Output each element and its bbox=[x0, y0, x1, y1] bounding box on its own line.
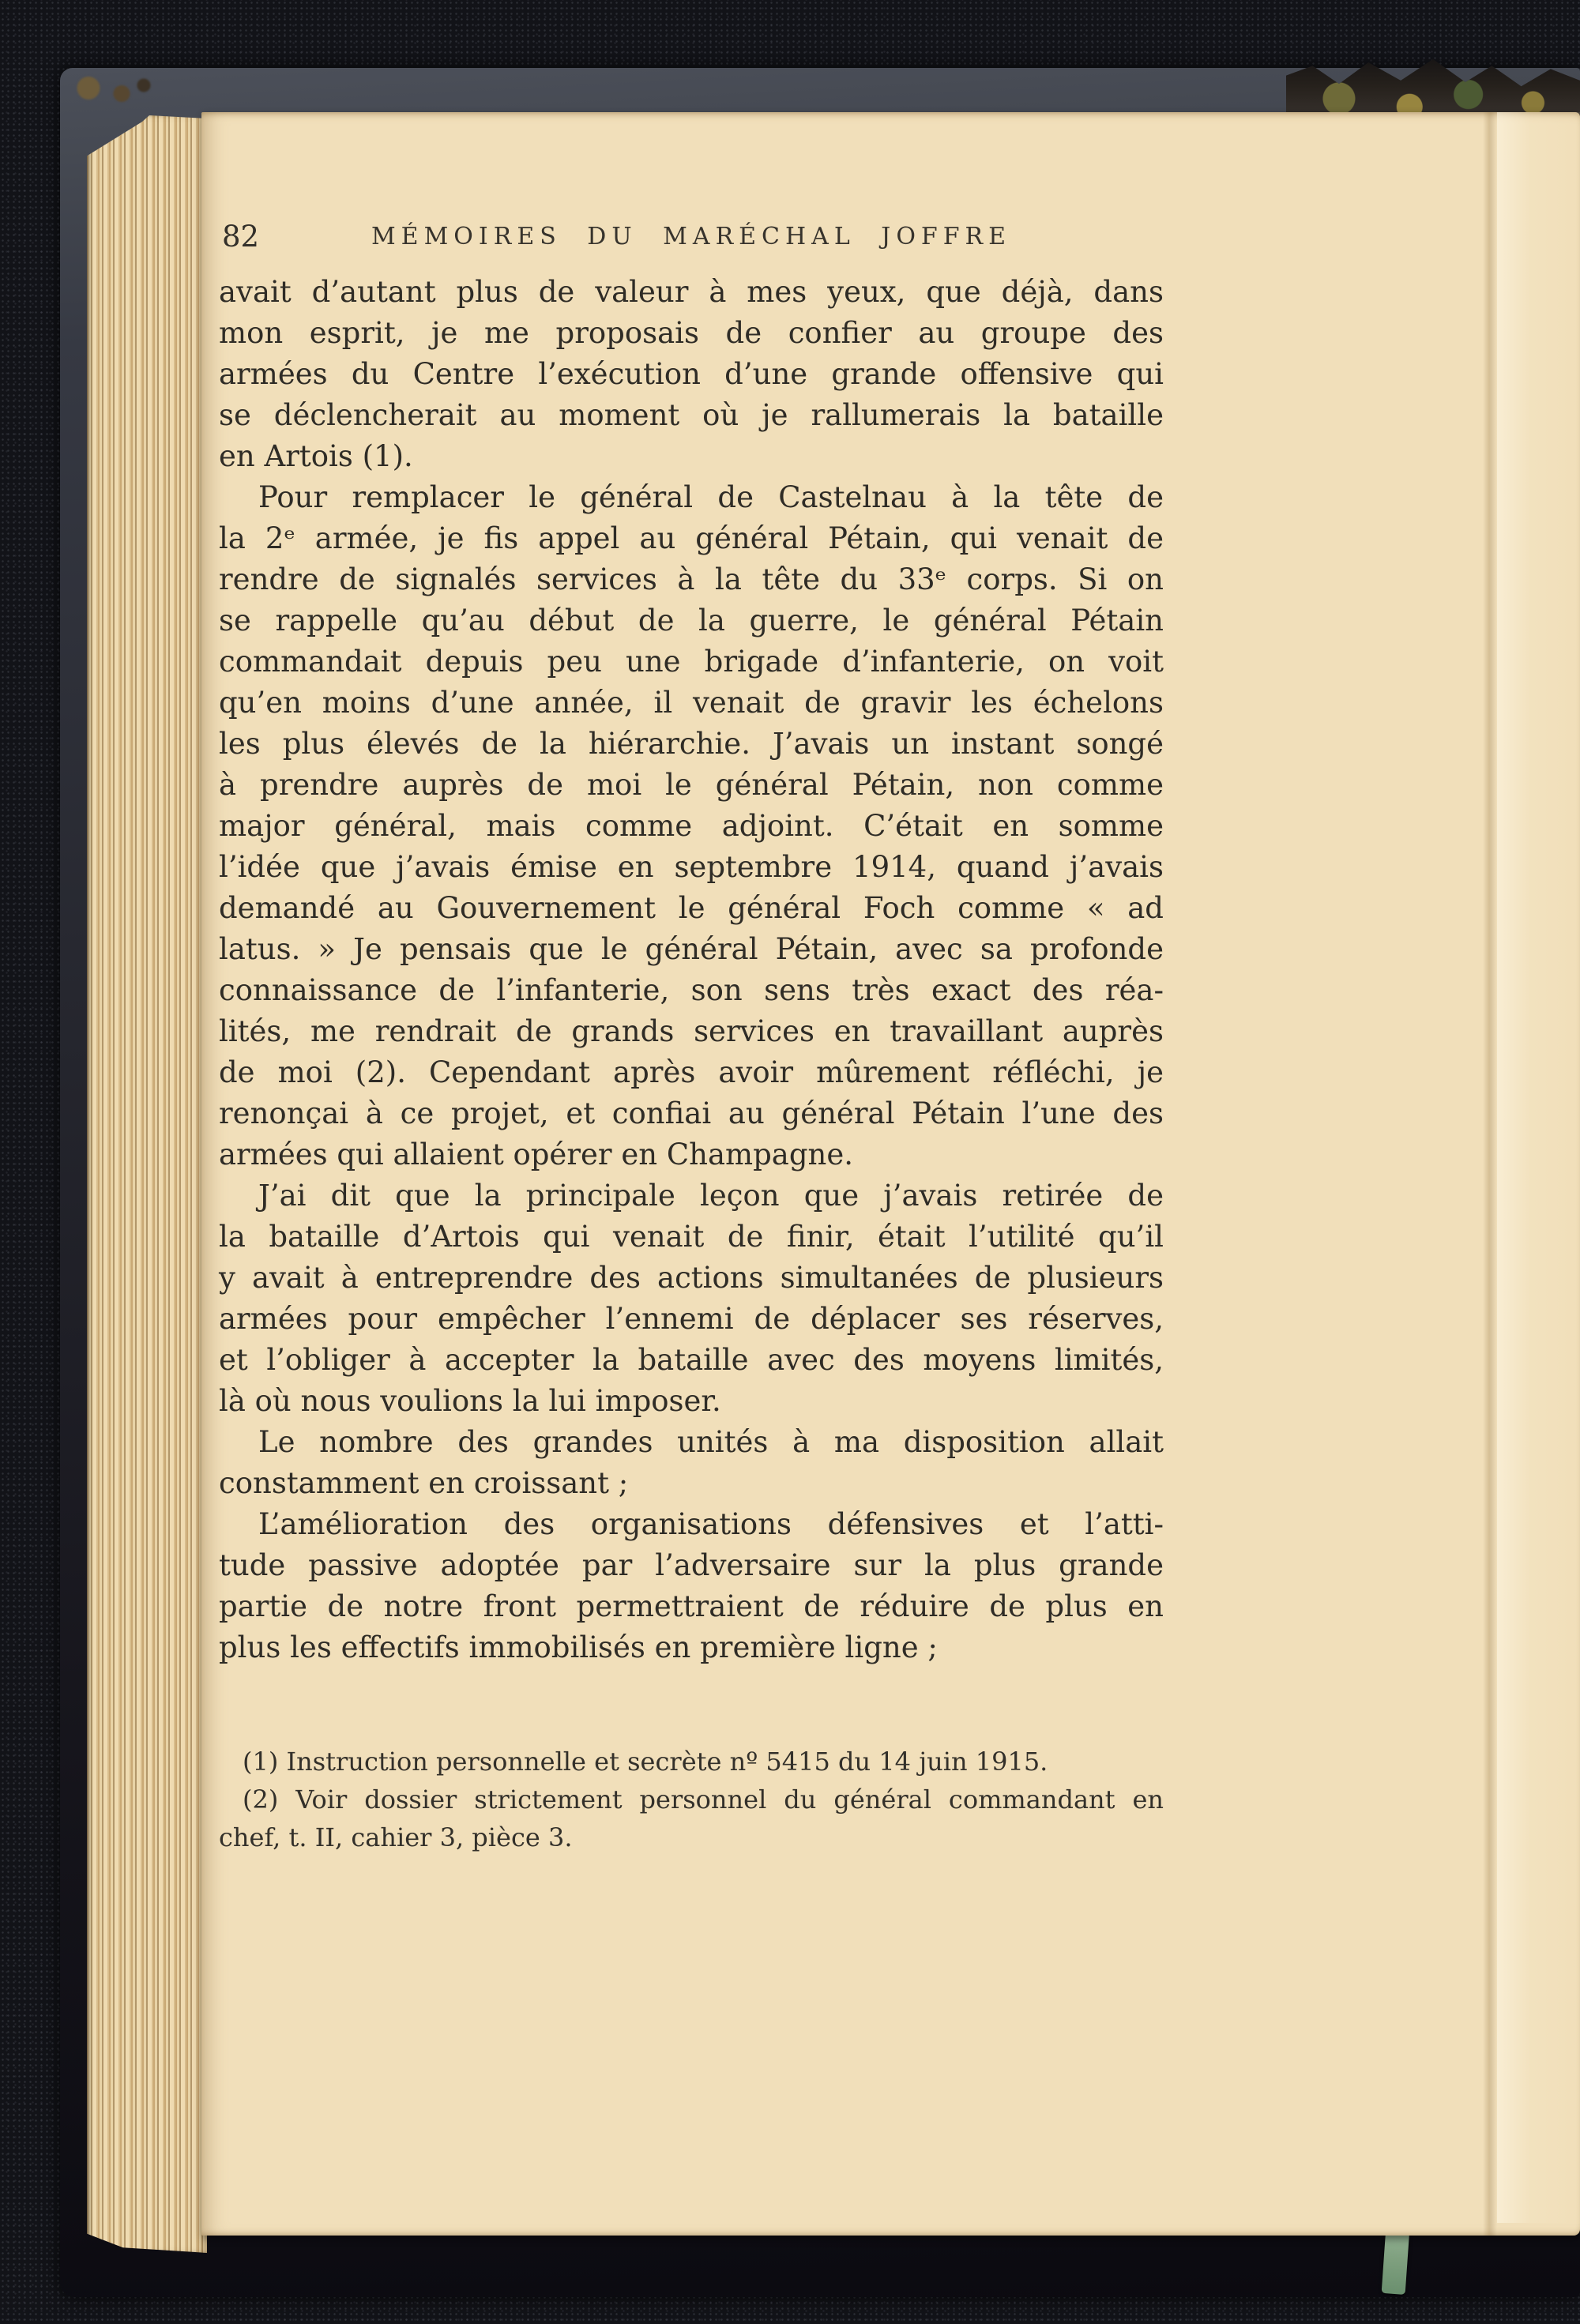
text-line: (2) Voir dossier strictement personnel du général commandant en bbox=[243, 1784, 1164, 1814]
text-line: en Artois (1). bbox=[219, 439, 413, 473]
text-line: l’idée que j’avais émise en septembre 1914, quand j’avais bbox=[219, 850, 1164, 884]
text-line: partie de notre front permettraient de réduire de plus en bbox=[219, 1589, 1164, 1623]
text-line: se rappelle qu’au début de la guerre, le général Pétain bbox=[219, 604, 1164, 637]
page-stack-edges bbox=[87, 115, 207, 2253]
text-line: et l’obliger à accepter la bataille avec des moyens limités, bbox=[219, 1343, 1164, 1377]
text-line: là où nous voulions la lui imposer. bbox=[219, 1384, 721, 1418]
text-line: y avait à entreprendre des actions simultanées de plusieurs bbox=[219, 1261, 1164, 1295]
text-line: L’amélioration des organisations défensives et l’atti- bbox=[258, 1507, 1164, 1541]
text-line: demandé au Gouvernement le général Foch comme « ad bbox=[219, 891, 1164, 925]
text-line: de moi (2). Cependant après avoir mûrement réfléchi, je bbox=[219, 1055, 1164, 1089]
running-title: MÉMOIRES DU MARÉCHAL JOFFRE bbox=[371, 223, 1012, 250]
under-page-edge bbox=[1497, 112, 1580, 2223]
text-line: commandait depuis peu une brigade d’infanterie, on voit bbox=[219, 645, 1164, 679]
body-text bbox=[219, 272, 1164, 1668]
text-line: renonçai à ce projet, et confiai au général Pétain l’une des bbox=[219, 1096, 1164, 1130]
page-number: 82 bbox=[222, 220, 260, 254]
page-header bbox=[219, 215, 1164, 259]
page-fold-crease bbox=[1483, 112, 1497, 2236]
text-line: rendre de signalés services à la tête du 33ᵉ corps. Si on bbox=[219, 562, 1164, 596]
text-line: la bataille d’Artois qui venait de finir, était l’utilité qu’il bbox=[219, 1220, 1164, 1254]
text-line: la 2ᵉ armée, je fis appel au général Pétain, qui venait de bbox=[219, 521, 1164, 555]
footnotes bbox=[219, 1743, 1164, 1856]
text-line: armées du Centre l’exécution d’une grande offensive qui bbox=[219, 357, 1164, 391]
footnote bbox=[219, 1781, 1164, 1856]
footnote bbox=[219, 1743, 1164, 1781]
body-paragraph bbox=[219, 1175, 1164, 1422]
text-line: Le nombre des grandes unités à ma disposition allait bbox=[258, 1425, 1164, 1459]
text-line: major général, mais comme adjoint. C’était en somme bbox=[219, 809, 1164, 843]
text-line: armées pour empêcher l’ennemi de déplacer ses réserves, bbox=[219, 1302, 1164, 1336]
text-line: plus les effectifs immobilisés en première ligne ; bbox=[219, 1630, 938, 1664]
cover-corner-tear bbox=[55, 63, 166, 118]
text-line: se déclencherait au moment où je rallumerais la bataille bbox=[219, 398, 1164, 432]
body-paragraph bbox=[219, 1422, 1164, 1504]
text-line: J’ai dit que la principale leçon que j’avais retirée de bbox=[258, 1179, 1164, 1213]
text-line: lités, me rendrait de grands services en travaillant auprès bbox=[219, 1014, 1164, 1048]
text-line: (1) Instruction personnelle et secrète nº 5415 du 14 juin 1915. bbox=[243, 1747, 1048, 1777]
text-line: armées qui allaient opérer en Champagne. bbox=[219, 1138, 854, 1171]
text-line: connaissance de l’infanterie, son sens très exact des réa- bbox=[219, 973, 1164, 1007]
text-line: les plus élevés de la hiérarchie. J’avais un instant songé bbox=[219, 727, 1164, 761]
text-line: latus. » Je pensais que le général Pétain, avec sa profonde bbox=[219, 932, 1164, 966]
text-line: avait d’autant plus de valeur à mes yeux, que déjà, dans bbox=[219, 275, 1164, 309]
body-paragraph bbox=[219, 272, 1164, 477]
torn-endpaper-decoration bbox=[1286, 41, 1580, 123]
body-paragraph bbox=[219, 477, 1164, 1175]
text-line: constamment en croissant ; bbox=[219, 1466, 629, 1500]
text-line: à prendre auprès de moi le général Pétain, non comme bbox=[219, 768, 1164, 802]
text-line: tude passive adoptée par l’adversaire sur la plus grande bbox=[219, 1548, 1164, 1582]
text-line: chef, t. II, cahier 3, pièce 3. bbox=[219, 1822, 573, 1852]
text-line: qu’en moins d’une année, il venait de gravir les échelons bbox=[219, 686, 1164, 720]
text-line: Pour remplacer le général de Castelnau à la tête de bbox=[258, 480, 1164, 514]
text-line: mon esprit, je me proposais de confier au groupe des bbox=[219, 316, 1164, 350]
body-paragraph bbox=[219, 1504, 1164, 1668]
